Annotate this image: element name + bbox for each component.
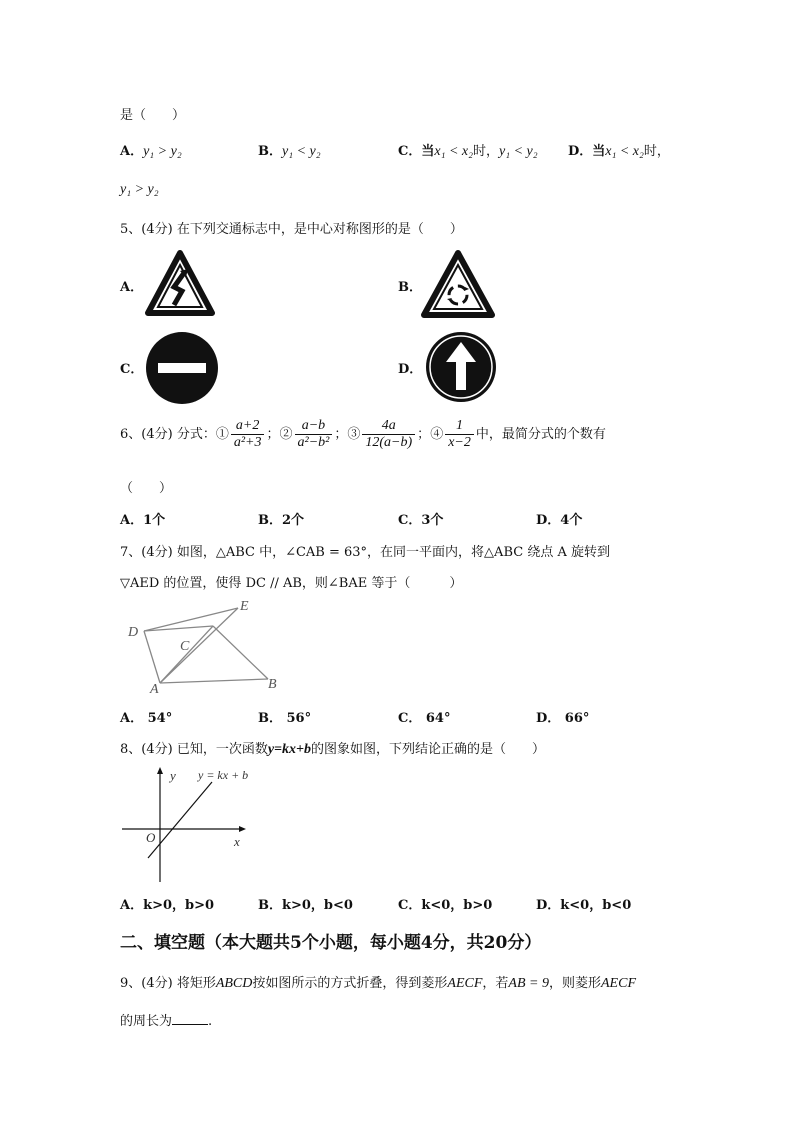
q8-linear-graph bbox=[118, 762, 258, 886]
q7-label-e: E bbox=[240, 599, 249, 614]
sign-d-straight-arrow-icon bbox=[424, 330, 498, 404]
q6-option-c: C．3个 bbox=[398, 513, 444, 528]
q8-origin-label: O bbox=[146, 830, 156, 845]
q8-function-line bbox=[148, 782, 212, 858]
q8-y-axis-arrow bbox=[157, 767, 163, 774]
q6-stem: 6、(4分) 分式：① $\frac{a+2}{\text{a²+3}}$ ；② $\frac{a-b}{\text{a²−b²}}$ ；③ $\frac{4a}{12(a-b)}$ ；④ $\frac{1}{x-2}$ 中，最简分式的个数有 bbox=[120, 418, 606, 450]
q7-segment-cb bbox=[213, 626, 268, 679]
q7-segment-ab bbox=[160, 679, 268, 683]
q5-label-c: C． bbox=[120, 362, 144, 377]
q8-stem: 8、(4分) 已知，一次函数y=kx+b的图象如图，下列结论正确的是（ ） bbox=[120, 742, 546, 757]
q8-option-a: A．k>0，b>0 bbox=[120, 898, 215, 913]
q5-stem: 5、(4分) 在下列交通标志中，是中心对称图形的是（ ） bbox=[120, 222, 463, 237]
q4-option-a: A．y₁ > y₂ bbox=[120, 144, 182, 159]
q8-y-label: y bbox=[170, 768, 176, 783]
q6-paren: （ ） bbox=[120, 481, 173, 496]
q6-fraction-3: $\frac{4a}{12(a-b)}$ bbox=[362, 418, 415, 451]
q6-option-a: A．1个 bbox=[120, 513, 166, 528]
q7-segment-ae bbox=[160, 608, 238, 683]
q9-stem-line2: 的周长为 . bbox=[120, 1014, 213, 1029]
q7-stem-line1: 7、(4分) 如图，△ABC 中，∠CAB = 63°，在同一平面内，将△ABC 绕点 A 旋转到 bbox=[120, 545, 610, 560]
q7-option-a: A． 54° bbox=[120, 711, 173, 726]
q4-stem-tail: 是（ ） bbox=[120, 108, 186, 123]
q8-x-label: x bbox=[234, 834, 240, 849]
q8-option-d: D．k<0，b<0 bbox=[536, 898, 632, 913]
sign-c-no-entry-icon bbox=[144, 330, 220, 406]
q6-fraction-2: $\frac{a-b}{\text{a²−b²}}$ bbox=[295, 418, 333, 451]
q7-label-b: B bbox=[268, 677, 277, 692]
q4-option-b: B．y₁ < y₂ bbox=[258, 144, 321, 159]
q4-option-d-cont: y₁ > y₂ bbox=[120, 182, 159, 197]
q6-fraction-1: $\frac{a+2}{\text{a²+3}}$ bbox=[231, 418, 265, 451]
q6-option-b: B．2个 bbox=[258, 513, 305, 528]
q5-label-b: B． bbox=[398, 280, 422, 295]
q7-segment-da bbox=[144, 631, 160, 683]
q8-option-c: C．k<0，b>0 bbox=[398, 898, 493, 913]
q4-option-d: D．当x₁ < x₂时， bbox=[568, 144, 670, 159]
q8-option-b: B．k>0，b<0 bbox=[258, 898, 353, 913]
q7-stem-line2: ▽AED 的位置，使得 DC // AB，则∠BAE 等于（ ） bbox=[120, 576, 463, 591]
q8-function-label: y = kx + b bbox=[198, 768, 249, 782]
sign-b-roundabout-icon bbox=[420, 249, 496, 319]
q8-x-axis-arrow bbox=[239, 826, 246, 832]
q9-answer-blank[interactable] bbox=[172, 1012, 208, 1025]
q7-option-d: D． 66° bbox=[536, 711, 590, 726]
sign-a-zigzag-icon bbox=[144, 249, 216, 317]
q7-label-c: C bbox=[180, 639, 190, 654]
section-title-fill-in: 二、填空题（本大题共5个小题，每小题4分，共20分） bbox=[120, 933, 542, 953]
q7-triangle-figure bbox=[118, 596, 288, 696]
q7-segment-ac bbox=[160, 626, 213, 683]
q7-label-a: A bbox=[150, 682, 159, 696]
q9-stem: 9、(4分) 将矩形ABCD按如图所示的方式折叠，得到菱形AECF，若AB = 9，则菱形AECF bbox=[120, 976, 636, 991]
q5-label-a: A． bbox=[120, 280, 144, 295]
q7-option-c: C． 64° bbox=[398, 711, 451, 726]
q7-option-b: B． 56° bbox=[258, 711, 312, 726]
q6-option-d: D．4个 bbox=[536, 513, 583, 528]
q7-label-d: D bbox=[128, 625, 139, 640]
q6-fraction-4: $\frac{1}{x-2}$ bbox=[445, 418, 474, 451]
q5-label-d: D． bbox=[398, 362, 423, 377]
q4-option-c: C．当x₁ < x₂时，y₁ < y₂ bbox=[398, 144, 538, 159]
